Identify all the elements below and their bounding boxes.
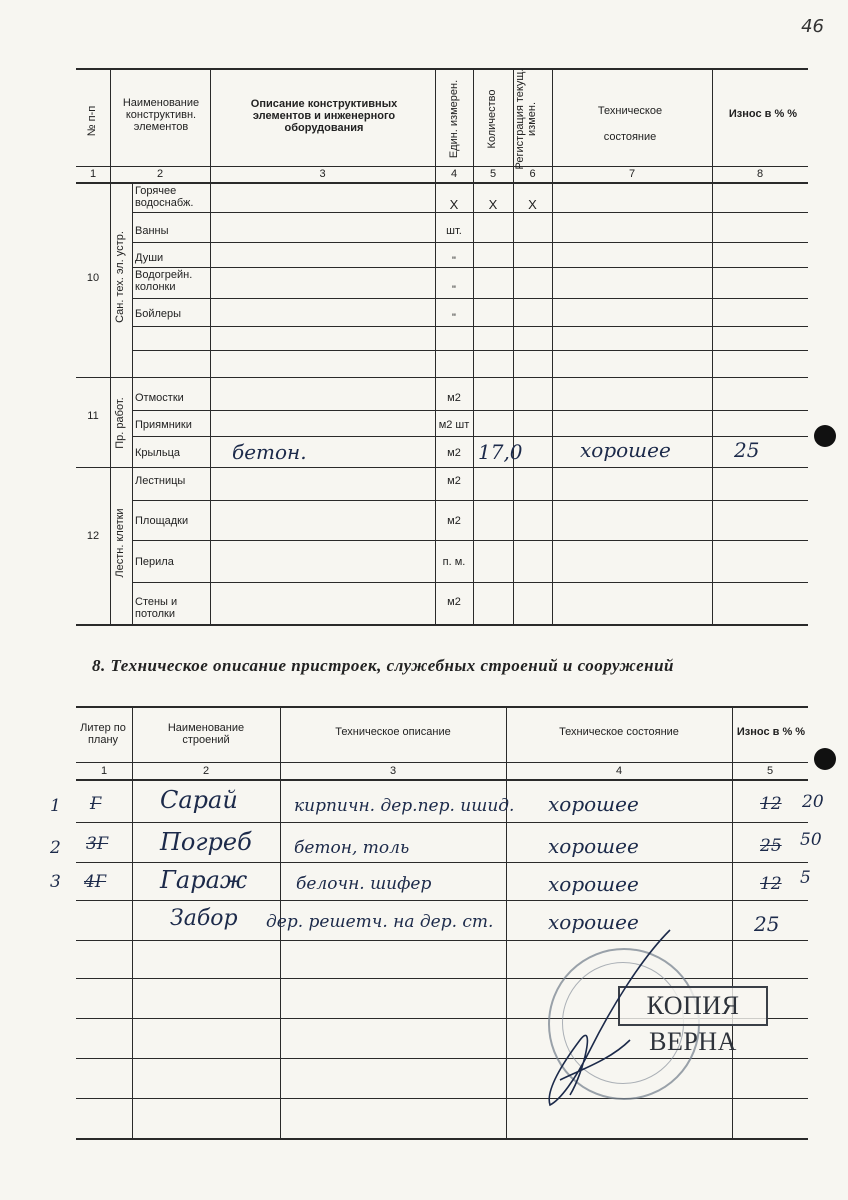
col-number: 4 — [450, 168, 458, 180]
row-unit: " — [452, 312, 456, 324]
table-bottom-border — [76, 624, 808, 626]
group-number-12: 12 — [86, 530, 100, 542]
row8-name: Сарай — [160, 786, 238, 814]
row8-wear-new: 20 — [802, 792, 824, 812]
header-unit: Един. измерен. — [448, 79, 460, 159]
row8-description: дер. решетч. на дер. ст. — [266, 912, 494, 932]
row8-description: бетон, толь — [294, 838, 410, 858]
row8-liter: 3Г — [86, 834, 109, 854]
row-quantity-handwritten: 17,0 — [478, 440, 523, 464]
row-line — [132, 350, 808, 351]
header-name: Наименование конструктивн. элементов — [122, 97, 200, 133]
row-unit: X — [449, 197, 459, 212]
row-unit: м2 — [447, 475, 461, 487]
table8-bottom-border — [76, 1138, 808, 1140]
group-divider-11 — [76, 467, 808, 468]
col-line — [110, 68, 111, 626]
row-line — [132, 267, 808, 268]
row-name: Отмостки — [135, 392, 184, 404]
row-line — [76, 1098, 808, 1099]
row8-name: Погреб — [160, 828, 252, 856]
group-divider-10 — [76, 377, 808, 378]
col-number: 7 — [628, 168, 636, 180]
col-number: 4 — [615, 765, 623, 777]
header8-name: Наименование строений — [167, 722, 245, 746]
col-line — [712, 68, 713, 626]
col-number: 5 — [766, 765, 774, 777]
col-line — [552, 68, 553, 626]
header-description: Описание конструктивных элементов и инженерного оборудования — [250, 98, 398, 134]
row-unit: " — [452, 255, 456, 267]
row8-condition: хорошее — [548, 872, 639, 896]
margin-number: 1 — [50, 796, 61, 816]
col-line — [210, 68, 211, 626]
row-unit: м2 шт — [438, 419, 470, 431]
col-number: 1 — [100, 765, 108, 777]
row-unit: м2 — [447, 447, 461, 459]
row-name: Площадки — [135, 515, 189, 527]
row8-name: Гараж — [160, 866, 248, 894]
margin-number: 3 — [50, 872, 61, 892]
header8-description: Техническое описание — [335, 726, 451, 738]
row-line — [132, 298, 808, 299]
table-top-border — [76, 68, 808, 70]
row-condition-handwritten: хорошее — [580, 438, 671, 462]
row8-condition: хорошее — [548, 792, 639, 816]
row-name: Ванны — [135, 225, 169, 237]
group-label-10: Сан. тех. эл. устр. — [114, 231, 126, 323]
table8-colnum-divider — [76, 779, 808, 781]
header-no: № п-п — [86, 105, 98, 137]
header-condition: Техническое состояние — [597, 105, 663, 143]
row-unit: шт. — [446, 225, 462, 237]
row-line — [132, 242, 808, 243]
row-line — [76, 822, 808, 823]
certified-copy-stamp: КОПИЯ ВЕРНА — [618, 986, 768, 1026]
row-line — [132, 582, 808, 583]
header-divider — [76, 166, 808, 167]
row-name: Приямники — [135, 419, 192, 431]
row-line — [132, 540, 808, 541]
row8-wear-new: 50 — [800, 830, 822, 850]
row8-wear-new: 5 — [800, 868, 811, 888]
col-number: 2 — [202, 765, 210, 777]
row-name: Души — [135, 252, 164, 264]
row-description-handwritten: бетон. — [232, 440, 307, 464]
row-unit: м2 — [447, 392, 461, 404]
row-name: Крыльца — [135, 447, 180, 459]
row-registration: X — [528, 197, 537, 212]
row-name: Лестницы — [135, 475, 186, 487]
header-quantity: Количество — [486, 89, 498, 149]
row8-wear-old: 25 — [760, 836, 782, 856]
row8-name: Забор — [170, 906, 238, 931]
group-label-12: Лестн. клетки — [114, 508, 126, 578]
row-unit: м2 — [447, 515, 461, 527]
colnum-divider — [76, 182, 808, 184]
col-number: 3 — [389, 765, 397, 777]
table8-top-border — [76, 706, 808, 708]
col-number: 5 — [489, 168, 497, 180]
section8-title: 8. Техническое описание пристроек, служебных строений и сооружений — [92, 656, 674, 675]
row-name: Стены и потолки — [135, 596, 178, 620]
punch-hole — [814, 748, 836, 770]
row-line — [132, 436, 808, 437]
signature — [520, 920, 690, 1120]
header8-wear: Износ в % % — [736, 726, 806, 738]
row-line — [132, 212, 808, 213]
table8-header-divider — [76, 762, 808, 763]
row8-description: белочн. шифер — [296, 874, 432, 894]
col-line — [132, 184, 133, 626]
row8-wear-new: 25 — [754, 912, 780, 936]
row-name: Бойлеры — [135, 308, 182, 320]
col-number: 3 — [319, 168, 326, 180]
header8-condition: Техническое состояние — [559, 726, 679, 738]
row-name: Горячее водоснабж. — [135, 185, 194, 209]
row-line — [132, 410, 808, 411]
row8-condition: хорошее — [548, 834, 639, 858]
row8-wear-old: 12 — [760, 874, 782, 894]
col-number: 2 — [156, 168, 164, 180]
col-number: 1 — [89, 168, 97, 180]
row-unit: м2 — [447, 596, 461, 608]
col-line — [473, 68, 474, 626]
row8-wear-old: 12 — [760, 794, 782, 814]
row-line — [76, 940, 808, 941]
header-registration: Регистрация текущ. измен. — [514, 68, 538, 170]
row-quantity: X — [488, 197, 498, 212]
row-name: Водогрейн. колонки — [135, 269, 193, 293]
row8-condition: хорошее — [548, 910, 639, 934]
group-number-10: 10 — [86, 272, 100, 284]
group-label-11: Пр. работ. — [114, 397, 126, 449]
col-number: 8 — [756, 168, 764, 180]
header8-liter: Литер по плану — [80, 722, 126, 746]
group-number-11: 11 — [87, 410, 99, 422]
col-line — [435, 68, 436, 626]
col-number: 6 — [529, 168, 536, 180]
punch-hole — [814, 425, 836, 447]
row-name: Перила — [135, 556, 174, 568]
row8-liter: 4Г — [84, 872, 107, 892]
row-line — [132, 500, 808, 501]
row-line — [76, 978, 808, 979]
row8-description: кирпичн. дер.пер. ишид. — [294, 796, 515, 816]
page-number: 46 — [801, 16, 824, 37]
row-line — [76, 900, 808, 901]
row8-liter: Г — [90, 794, 102, 814]
row-line — [76, 862, 808, 863]
row-line — [132, 326, 808, 327]
header-wear: Износ в % % — [728, 108, 798, 120]
row-unit: п. м. — [442, 556, 466, 568]
margin-number: 2 — [50, 838, 61, 858]
row-unit: " — [452, 284, 456, 296]
row-wear-handwritten: 25 — [734, 438, 760, 462]
